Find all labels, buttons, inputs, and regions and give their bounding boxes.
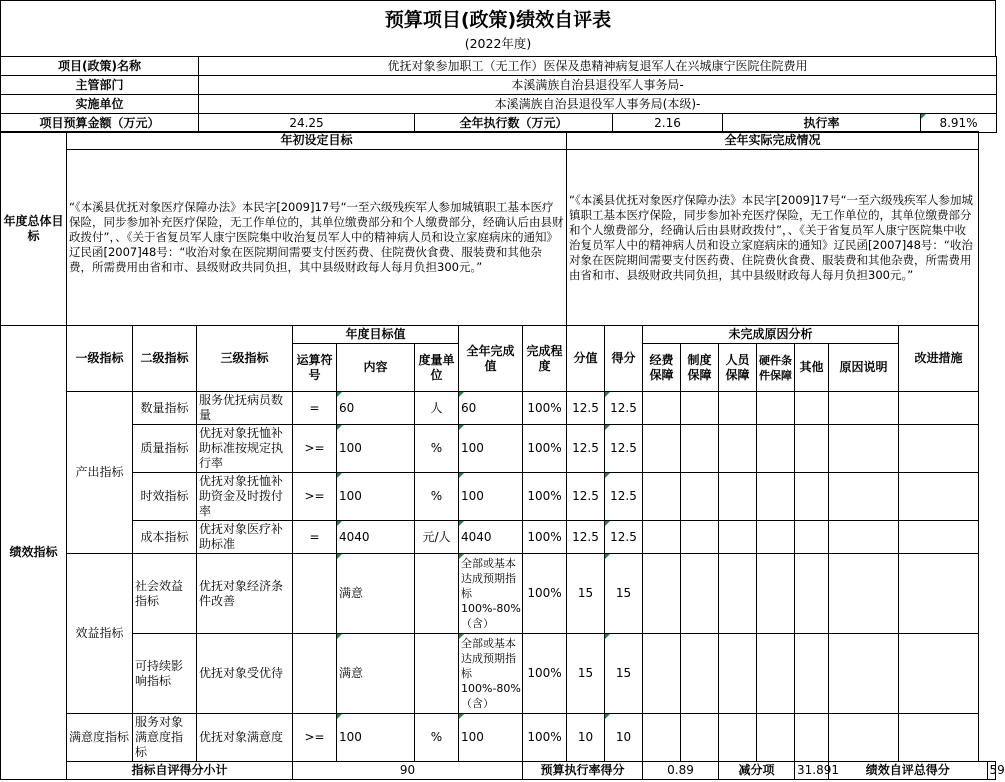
row-r-note[interactable] (829, 634, 899, 714)
row-content[interactable]: 100 (337, 473, 415, 521)
row-value: 10 (567, 714, 605, 762)
row-value: 15 (567, 634, 605, 714)
row-value: 12.5 (567, 425, 605, 473)
row-improve[interactable] (899, 425, 979, 473)
table-row (1, 392, 996, 425)
deduct-label: 减分项 (719, 762, 795, 780)
row-r-sys[interactable] (681, 554, 719, 634)
row-content[interactable]: 100 (337, 425, 415, 473)
row-r-other[interactable] (795, 634, 829, 714)
table-row (1, 634, 996, 714)
row-l2: 服务对象满意度指标 (133, 714, 197, 762)
row-l3: 优抚对象经济条件改善 (197, 554, 293, 634)
row-r-note[interactable] (829, 392, 899, 425)
row-unit[interactable]: 元/人 (415, 521, 459, 554)
rate-label: 执行率 (723, 114, 921, 133)
table-row (1, 714, 996, 762)
row-value: 12.5 (567, 392, 605, 425)
row-r-sys[interactable] (681, 521, 719, 554)
row-r-sys[interactable] (681, 473, 719, 521)
footer-row (1, 762, 996, 780)
sheet-year: (2022年度) (0, 34, 996, 56)
row-improve[interactable] (899, 714, 979, 762)
row-r-hw[interactable] (757, 554, 795, 634)
row-unit[interactable]: % (415, 473, 459, 521)
unit-value[interactable]: 本溪满族自治县退役军人事务局(本级)- (199, 95, 997, 114)
group-satisfaction: 满意度指标 (67, 714, 133, 762)
row-completed[interactable]: 100 (459, 425, 523, 473)
row-r-note[interactable] (829, 425, 899, 473)
row-unit[interactable]: % (415, 714, 459, 762)
header-op: 运算符号 (293, 344, 337, 392)
annual-actual-text[interactable]: “《本溪县优抚对象医疗保障办法》本民字[2009]17号“一至六级残疾军人参加城镇职工基本医疗保险，同步参加补充医疗保险，无工作单位的，其单位缴费部分和个人缴费部分，经确认后由县财政拨付”，、《关于省复员军人康宁医院集中收治复员军人中的精神病人员和设立家庭病床的通知》辽民函[2007]48号：“收治对象在医院期间需要支付医药费、住院费伙食费、服装费和其他杂费，所需费用由省和市、县级财政共同负担，其中县级财政每人每月负担300元。” (567, 150, 979, 326)
performance-table (0, 131, 1005, 780)
header-degree: 完成程度 (523, 326, 567, 392)
header-content: 内容 (337, 344, 415, 392)
row-content[interactable]: 4040 (337, 521, 415, 554)
rate-value[interactable]: 8.91% (921, 114, 997, 133)
row-score[interactable]: 12.5 (605, 392, 643, 425)
row-score[interactable]: 10 (605, 714, 643, 762)
row-value: 15 (567, 554, 605, 634)
budget-row (1, 114, 997, 133)
row-score[interactable]: 12.5 (605, 521, 643, 554)
perf-section-label: 绩效指标 (1, 326, 67, 780)
row-value: 12.5 (567, 521, 605, 554)
row-content[interactable]: 100 (337, 714, 415, 762)
header-r-other: 其他 (795, 344, 829, 392)
row-unit[interactable]: % (415, 425, 459, 473)
header-score-value: 分值 (567, 326, 605, 392)
header-r-note: 原因说明 (829, 344, 899, 392)
annual-actual-header: 全年实际完成情况 (567, 132, 979, 150)
row-r-sys[interactable] (681, 425, 719, 473)
annual-target-text[interactable]: “《本溪县优抚对象医疗保障办法》本民字[2009]17号“一至六级残疾军人参加城镇职工基本医疗保险，同步参加补充医疗保险，无工作单位的，其单位缴费部分和个人缴费部分，经确认后由县财政拨付”，、《关于省复员军人康宁医院集中收治复员军人中的精神病人员和设立家庭病床的通知》辽民函[2007]48号：“收治对象在医院期间需要支付医药费、住院费伙食费、服装费和其他杂费，所需费用由省和市、县级财政共同负担，其中县级财政每人每月负担300元。” (67, 150, 567, 326)
row-op[interactable]: >= (293, 425, 337, 473)
project-name-label: 项目(政策)名称 (1, 57, 199, 76)
header-level2: 二级指标 (133, 326, 197, 392)
group-output: 产出指标 (67, 392, 133, 554)
row-degree: 100% (523, 392, 567, 425)
row-r-staff[interactable] (719, 425, 757, 473)
row-r-econ[interactable] (643, 714, 681, 762)
row-unit[interactable]: 人 (415, 392, 459, 425)
header-annual-target: 年度目标值 (293, 326, 459, 344)
row-l3: 优抚对象抚恤补助资金及时拨付率 (197, 473, 293, 521)
budget-score-value[interactable]: 0.89 (643, 762, 719, 780)
row-degree: 100% (523, 714, 567, 762)
row-value: 12.5 (567, 473, 605, 521)
row-r-hw[interactable] (757, 473, 795, 521)
row-content[interactable]: 满意 (337, 634, 415, 714)
subtotal-label: 指标自评得分小计 (67, 762, 293, 780)
header-reason: 未完成原因分析 (643, 326, 899, 344)
row-r-staff[interactable] (719, 554, 757, 634)
row-r-other[interactable] (795, 554, 829, 634)
row-completed[interactable]: 全部或基本达成预期指标100%-80%（含） (459, 634, 523, 714)
row-op[interactable] (293, 634, 337, 714)
row-completed[interactable]: 100 (459, 714, 523, 762)
exec-label: 全年执行数（万元） (415, 114, 613, 133)
header-unit: 度量单位 (415, 344, 459, 392)
row-r-note[interactable] (829, 473, 899, 521)
row-improve[interactable] (899, 554, 979, 634)
row-r-sys[interactable] (681, 714, 719, 762)
row-op[interactable] (293, 554, 337, 634)
row-r-hw[interactable] (757, 425, 795, 473)
row-score[interactable]: 12.5 (605, 425, 643, 473)
header-r-econ: 经费保障 (643, 344, 681, 392)
row-r-other[interactable] (795, 473, 829, 521)
row-r-staff[interactable] (719, 473, 757, 521)
row-r-econ[interactable] (643, 425, 681, 473)
row-r-staff[interactable] (719, 634, 757, 714)
dept-label: 主管部门 (1, 76, 199, 95)
row-l3: 优抚对象医疗补助标准 (197, 521, 293, 554)
row-l2: 可持续影响指标 (133, 634, 197, 714)
perf-header-row-1 (1, 326, 996, 344)
row-degree: 100% (523, 425, 567, 473)
annual-header-row (1, 132, 996, 150)
row-degree: 100% (523, 554, 567, 634)
row-score[interactable]: 15 (605, 634, 643, 714)
row-content[interactable]: 60 (337, 392, 415, 425)
table-row (1, 473, 996, 521)
row-completed[interactable]: 60 (459, 392, 523, 425)
row-r-econ[interactable] (643, 521, 681, 554)
row-completed[interactable]: 全部或基本达成预期指标100%-80%（含） (459, 554, 523, 634)
row-op[interactable]: >= (293, 714, 337, 762)
row-improve[interactable] (899, 634, 979, 714)
row-improve[interactable] (899, 392, 979, 425)
budget-label: 项目预算金额（万元） (1, 114, 199, 133)
row-l3: 优抚对象满意度 (197, 714, 293, 762)
header-r-hw: 硬件条件保障 (757, 344, 795, 392)
row-r-econ[interactable] (643, 392, 681, 425)
exec-value[interactable]: 2.16 (613, 114, 723, 133)
subtotal-value[interactable]: 90 (293, 762, 523, 780)
unit-row (1, 95, 997, 114)
header-improve: 改进措施 (899, 326, 979, 392)
row-r-hw[interactable] (757, 521, 795, 554)
row-r-econ[interactable] (643, 554, 681, 634)
project-info-table (0, 56, 997, 133)
annual-target-header: 年初设定目标 (67, 132, 567, 150)
row-l2: 时效指标 (133, 473, 197, 521)
row-r-other[interactable] (795, 521, 829, 554)
row-r-other[interactable] (795, 425, 829, 473)
row-r-hw[interactable] (757, 714, 795, 762)
total-label: 绩效自评总得分 (829, 762, 988, 780)
row-r-staff[interactable] (719, 392, 757, 425)
row-r-sys[interactable] (681, 392, 719, 425)
deduct-value[interactable]: 31.891 (795, 762, 829, 780)
row-r-hw[interactable] (757, 392, 795, 425)
row-l3: 服务优抚病员数量 (197, 392, 293, 425)
header-r-sys: 制度保障 (681, 344, 719, 392)
row-l2: 社会效益指标 (133, 554, 197, 634)
row-degree: 100% (523, 634, 567, 714)
row-score[interactable]: 12.5 (605, 473, 643, 521)
header-level1: 一级指标 (67, 326, 133, 392)
row-r-staff[interactable] (719, 521, 757, 554)
row-l2: 质量指标 (133, 425, 197, 473)
row-op[interactable]: >= (293, 473, 337, 521)
header-completed: 全年完成值 (459, 326, 523, 392)
row-l3: 优抚对象抚恤补助标准按规定执行率 (197, 425, 293, 473)
row-l3: 优抚对象受优待 (197, 634, 293, 714)
table-row (1, 521, 996, 554)
row-r-note[interactable] (829, 554, 899, 634)
row-degree: 100% (523, 473, 567, 521)
row-op[interactable]: = (293, 521, 337, 554)
header-level3: 三级指标 (197, 326, 293, 392)
row-l2: 成本指标 (133, 521, 197, 554)
row-l2: 数量指标 (133, 392, 197, 425)
unit-label: 实施单位 (1, 95, 199, 114)
row-completed[interactable]: 4040 (459, 521, 523, 554)
row-content[interactable]: 满意 (337, 554, 415, 634)
budget-value[interactable]: 24.25 (199, 114, 415, 133)
row-r-note[interactable] (829, 521, 899, 554)
table-row (1, 425, 996, 473)
budget-score-label: 预算执行率得分 (523, 762, 643, 780)
dept-row (1, 76, 997, 95)
project-name-value[interactable]: 优抚对象参加职工（无工作）医保及患精神病复退军人在兴城康宁医院住院费用 (199, 57, 997, 76)
row-degree: 100% (523, 521, 567, 554)
row-score[interactable]: 15 (605, 554, 643, 634)
sheet-title: 预算项目(政策)绩效自评表 (0, 0, 996, 34)
table-row (1, 554, 996, 634)
total-value[interactable]: 59 (987, 762, 995, 780)
group-benefit: 效益指标 (67, 554, 133, 714)
row-r-hw[interactable] (757, 634, 795, 714)
dept-value[interactable]: 本溪满族自治县退役军人事务局- (199, 76, 997, 95)
row-unit[interactable] (415, 554, 459, 634)
row-completed[interactable]: 100 (459, 473, 523, 521)
header-score: 得分 (605, 326, 643, 392)
row-r-econ[interactable] (643, 634, 681, 714)
row-r-note[interactable] (829, 714, 899, 762)
row-r-econ[interactable] (643, 473, 681, 521)
row-improve[interactable] (899, 521, 979, 554)
row-op[interactable]: = (293, 392, 337, 425)
row-improve[interactable] (899, 473, 979, 521)
annual-row-label: 年度总体目标 (1, 132, 67, 326)
row-r-sys[interactable] (681, 634, 719, 714)
row-r-staff[interactable] (719, 714, 757, 762)
project-name-row (1, 57, 997, 76)
row-r-other[interactable] (795, 714, 829, 762)
annual-text-row (1, 150, 996, 326)
row-r-other[interactable] (795, 392, 829, 425)
header-r-staff: 人员保障 (719, 344, 757, 392)
row-unit[interactable] (415, 634, 459, 714)
